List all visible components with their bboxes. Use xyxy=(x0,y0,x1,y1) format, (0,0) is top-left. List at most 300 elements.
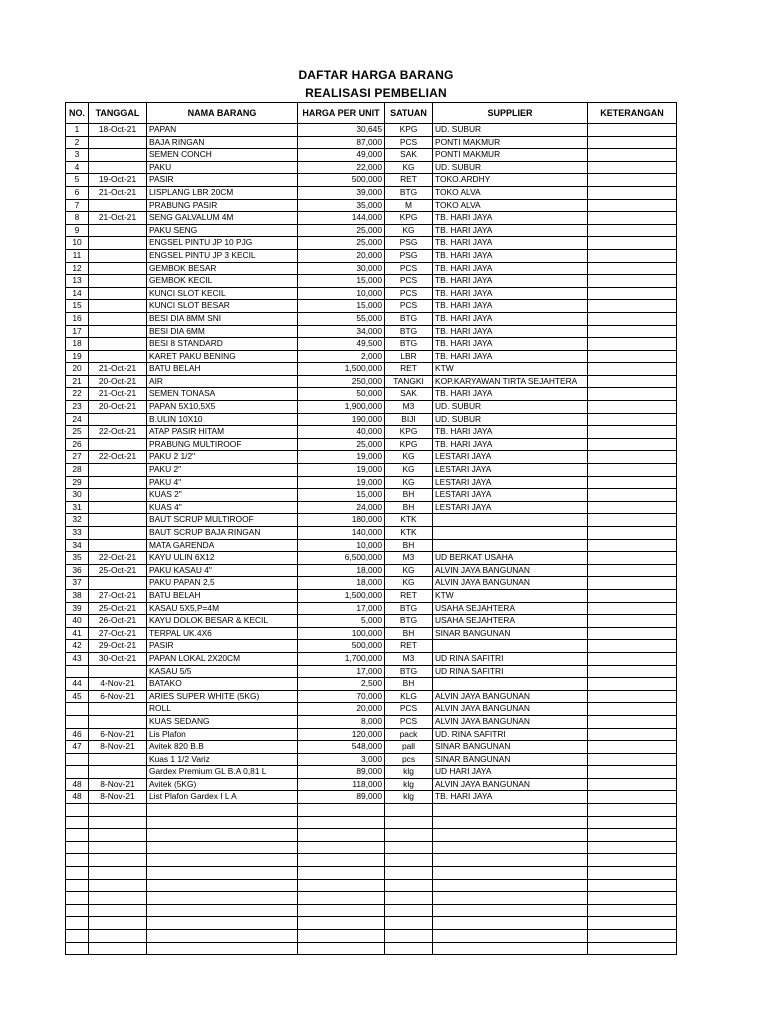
cell-satuan xyxy=(385,904,433,917)
cell-nama-barang: PAKU 4" xyxy=(147,476,298,489)
cell-tanggal xyxy=(89,841,147,854)
table-row xyxy=(66,338,677,351)
cell-nama-barang: SEMEN TONASA xyxy=(147,388,298,401)
cell-keterangan xyxy=(588,904,677,917)
cell-no: 2 xyxy=(66,136,89,149)
cell-harga: 1,900,000 xyxy=(298,401,385,414)
table-row xyxy=(66,791,677,804)
cell-satuan xyxy=(385,879,433,892)
cell-no: 3 xyxy=(66,149,89,162)
cell-no: 44 xyxy=(66,678,89,691)
cell-satuan: klg xyxy=(385,766,433,779)
cell-supplier: UD RINA SAFITRI xyxy=(433,652,588,665)
cell-supplier xyxy=(433,854,588,867)
cell-tanggal xyxy=(89,476,147,489)
cell-nama-barang: PRABUNG PASIR xyxy=(147,199,298,212)
cell-keterangan xyxy=(588,275,677,288)
cell-no: 42 xyxy=(66,640,89,653)
cell-nama-barang xyxy=(147,892,298,905)
cell-tanggal: 21-Oct-21 xyxy=(89,388,147,401)
cell-tanggal: 22-Oct-21 xyxy=(89,426,147,439)
cell-harga: 15,000 xyxy=(298,300,385,313)
cell-supplier: TB. HARI JAYA xyxy=(433,325,588,338)
cell-harga xyxy=(298,841,385,854)
cell-tanggal xyxy=(89,136,147,149)
cell-no: 15 xyxy=(66,300,89,313)
cell-keterangan xyxy=(588,237,677,250)
cell-nama-barang: Avitek 820 B.B xyxy=(147,741,298,754)
cell-supplier: KTW xyxy=(433,589,588,602)
cell-nama-barang: PAKU KASAU 4" xyxy=(147,564,298,577)
cell-harga: 548,000 xyxy=(298,741,385,754)
page-title: DAFTAR HARGA BARANG xyxy=(298,68,454,82)
table-row xyxy=(66,715,677,728)
cell-harga xyxy=(298,867,385,880)
cell-nama-barang: ENGSEL PINTU JP 3 KECIL xyxy=(147,249,298,262)
cell-harga xyxy=(298,942,385,955)
table-row xyxy=(66,375,677,388)
cell-tanggal xyxy=(89,275,147,288)
cell-satuan: BTG xyxy=(385,615,433,628)
cell-keterangan xyxy=(588,829,677,842)
cell-harga: 30,000 xyxy=(298,262,385,275)
cell-tanggal xyxy=(89,854,147,867)
cell-satuan: PCS xyxy=(385,262,433,275)
cell-satuan: PCS xyxy=(385,275,433,288)
cell-no: 16 xyxy=(66,312,89,325)
cell-tanggal xyxy=(89,930,147,943)
cell-satuan: klg xyxy=(385,778,433,791)
cell-harga: 17,000 xyxy=(298,602,385,615)
cell-no xyxy=(66,753,89,766)
table-row xyxy=(66,527,677,540)
cell-tanggal xyxy=(89,438,147,451)
table-row xyxy=(66,627,677,640)
cell-harga xyxy=(298,816,385,829)
table-row xyxy=(66,489,677,502)
cell-keterangan xyxy=(588,942,677,955)
cell-harga: 1,700,000 xyxy=(298,652,385,665)
cell-nama-barang: BATU BELAH xyxy=(147,589,298,602)
cell-no: 18 xyxy=(66,338,89,351)
cell-harga: 34,000 xyxy=(298,325,385,338)
cell-supplier: UD HARI JAYA xyxy=(433,766,588,779)
cell-harga: 500,000 xyxy=(298,640,385,653)
cell-tanggal xyxy=(89,539,147,552)
cell-satuan: M3 xyxy=(385,552,433,565)
cell-harga: 87,000 xyxy=(298,136,385,149)
cell-supplier: TB. HARI JAYA xyxy=(433,237,588,250)
cell-keterangan xyxy=(588,867,677,880)
table-row xyxy=(66,879,677,892)
cell-keterangan xyxy=(588,350,677,363)
cell-tanggal xyxy=(89,904,147,917)
cell-nama-barang: KASAU 5/5 xyxy=(147,665,298,678)
table-row xyxy=(66,589,677,602)
cell-supplier: KOP.KARYAWAN TIRTA SEJAHTERA xyxy=(433,375,588,388)
cell-harga: 120,000 xyxy=(298,728,385,741)
cell-no: 34 xyxy=(66,539,89,552)
cell-tanggal xyxy=(89,262,147,275)
cell-tanggal xyxy=(89,829,147,842)
cell-satuan xyxy=(385,804,433,817)
cell-supplier: SINAR BANGUNAN xyxy=(433,741,588,754)
cell-harga: 1,500,000 xyxy=(298,589,385,602)
cell-keterangan xyxy=(588,338,677,351)
cell-tanggal xyxy=(89,287,147,300)
cell-tanggal: 20-Oct-21 xyxy=(89,375,147,388)
cell-harga: 18,000 xyxy=(298,564,385,577)
cell-satuan: M3 xyxy=(385,401,433,414)
cell-satuan: pall xyxy=(385,741,433,754)
cell-tanggal xyxy=(89,300,147,313)
cell-harga: 89,000 xyxy=(298,791,385,804)
cell-supplier: ALVIN JAYA BANGUNAN xyxy=(433,715,588,728)
cell-supplier: UD. RINA SAFITRI xyxy=(433,728,588,741)
cell-satuan: PSG xyxy=(385,237,433,250)
cell-tanggal: 21-Oct-21 xyxy=(89,363,147,376)
cell-harga: 50,000 xyxy=(298,388,385,401)
cell-supplier: TB. HARI JAYA xyxy=(433,262,588,275)
cell-satuan: PSG xyxy=(385,249,433,262)
cell-satuan: pcs xyxy=(385,753,433,766)
cell-keterangan xyxy=(588,388,677,401)
cell-satuan: BTG xyxy=(385,338,433,351)
cell-supplier: UD. SUBUR xyxy=(433,161,588,174)
cell-no: 26 xyxy=(66,438,89,451)
cell-nama-barang: KASAU 5X5,P=4M xyxy=(147,602,298,615)
cell-nama-barang: PASIR xyxy=(147,640,298,653)
cell-tanggal: 21-Oct-21 xyxy=(89,212,147,225)
cell-no: 28 xyxy=(66,464,89,477)
cell-satuan xyxy=(385,942,433,955)
cell-tanggal xyxy=(89,804,147,817)
cell-no: 37 xyxy=(66,577,89,590)
cell-no: 20 xyxy=(66,363,89,376)
cell-keterangan xyxy=(588,489,677,502)
cell-tanggal: 26-Oct-21 xyxy=(89,615,147,628)
cell-satuan xyxy=(385,854,433,867)
cell-supplier: PONTI MAKMUR xyxy=(433,149,588,162)
table-row xyxy=(66,224,677,237)
cell-no: 7 xyxy=(66,199,89,212)
cell-harga: 49,000 xyxy=(298,149,385,162)
table-row xyxy=(66,728,677,741)
cell-supplier: ALVIN JAYA BANGUNAN xyxy=(433,577,588,590)
cell-keterangan xyxy=(588,816,677,829)
cell-satuan: PCS xyxy=(385,300,433,313)
cell-supplier xyxy=(433,640,588,653)
cell-tanggal xyxy=(89,489,147,502)
cell-satuan: BTG xyxy=(385,312,433,325)
cell-keterangan xyxy=(588,212,677,225)
cell-harga: 70,000 xyxy=(298,690,385,703)
table-row xyxy=(66,564,677,577)
cell-no xyxy=(66,854,89,867)
table-row xyxy=(66,892,677,905)
cell-tanggal: 18-Oct-21 xyxy=(89,124,147,137)
page-subtitle: REALISASI PEMBELIAN xyxy=(305,86,447,100)
cell-nama-barang xyxy=(147,816,298,829)
cell-nama-barang: BAUT SCRUP MULTIROOF xyxy=(147,514,298,527)
table-row xyxy=(66,262,677,275)
cell-no xyxy=(66,804,89,817)
cell-harga: 1,500,000 xyxy=(298,363,385,376)
cell-satuan xyxy=(385,867,433,880)
cell-nama-barang: KUAS 4" xyxy=(147,501,298,514)
cell-no: 1 xyxy=(66,124,89,137)
cell-harga xyxy=(298,854,385,867)
table-row xyxy=(66,476,677,489)
cell-supplier xyxy=(433,804,588,817)
table-row xyxy=(66,640,677,653)
cell-keterangan xyxy=(588,300,677,313)
cell-satuan: KTK xyxy=(385,514,433,527)
table-row xyxy=(66,149,677,162)
cell-no: 48 xyxy=(66,778,89,791)
cell-satuan: PCS xyxy=(385,703,433,716)
cell-supplier: TOKO ALVA xyxy=(433,186,588,199)
cell-tanggal xyxy=(89,312,147,325)
cell-keterangan xyxy=(588,325,677,338)
table-row xyxy=(66,275,677,288)
cell-supplier: LESTARI JAYA xyxy=(433,501,588,514)
cell-nama-barang: BATU BELAH xyxy=(147,363,298,376)
cell-keterangan xyxy=(588,262,677,275)
cell-supplier xyxy=(433,942,588,955)
cell-nama-barang xyxy=(147,854,298,867)
cell-no: 30 xyxy=(66,489,89,502)
cell-satuan: KLG xyxy=(385,690,433,703)
cell-no: 13 xyxy=(66,275,89,288)
cell-supplier xyxy=(433,829,588,842)
cell-no: 35 xyxy=(66,552,89,565)
cell-supplier: SINAR BANGUNAN xyxy=(433,753,588,766)
cell-tanggal: 22-Oct-21 xyxy=(89,451,147,464)
cell-satuan xyxy=(385,917,433,930)
cell-no: 27 xyxy=(66,451,89,464)
table-row xyxy=(66,124,677,137)
cell-keterangan xyxy=(588,426,677,439)
cell-nama-barang: PAKU 2 1/2" xyxy=(147,451,298,464)
cell-satuan xyxy=(385,829,433,842)
cell-no: 5 xyxy=(66,174,89,187)
cell-tanggal: 6-Nov-21 xyxy=(89,690,147,703)
table-row xyxy=(66,741,677,754)
cell-harga xyxy=(298,904,385,917)
cell-keterangan xyxy=(588,892,677,905)
table-row xyxy=(66,136,677,149)
cell-tanggal xyxy=(89,665,147,678)
table-row xyxy=(66,426,677,439)
cell-tanggal xyxy=(89,224,147,237)
cell-keterangan xyxy=(588,539,677,552)
cell-satuan xyxy=(385,816,433,829)
cell-nama-barang: BESI 8 STANDARD xyxy=(147,338,298,351)
cell-satuan: LBR xyxy=(385,350,433,363)
cell-harga: 89,000 xyxy=(298,766,385,779)
cell-harga: 2,000 xyxy=(298,350,385,363)
cell-supplier: TB. HARI JAYA xyxy=(433,224,588,237)
cell-supplier: UD. SUBUR xyxy=(433,124,588,137)
table-row xyxy=(66,237,677,250)
cell-supplier xyxy=(433,527,588,540)
cell-keterangan xyxy=(588,514,677,527)
cell-harga: 49,500 xyxy=(298,338,385,351)
table-row xyxy=(66,930,677,943)
cell-harga xyxy=(298,917,385,930)
cell-keterangan xyxy=(588,640,677,653)
cell-keterangan xyxy=(588,879,677,892)
header-harga-per-unit: HARGA PER UNIT xyxy=(298,103,385,124)
cell-keterangan xyxy=(588,312,677,325)
cell-tanggal xyxy=(89,577,147,590)
cell-no: 46 xyxy=(66,728,89,741)
cell-tanggal: 21-Oct-21 xyxy=(89,186,147,199)
cell-harga: 250,000 xyxy=(298,375,385,388)
cell-satuan: BH xyxy=(385,627,433,640)
cell-satuan: RET xyxy=(385,640,433,653)
cell-tanggal xyxy=(89,715,147,728)
cell-satuan: RET xyxy=(385,363,433,376)
cell-harga: 40,000 xyxy=(298,426,385,439)
table-row xyxy=(66,350,677,363)
table-row xyxy=(66,577,677,590)
cell-nama-barang: ENGSEL PINTU JP 10 PJG xyxy=(147,237,298,250)
cell-nama-barang: KUNCI SLOT KECIL xyxy=(147,287,298,300)
cell-nama-barang: PAPAN 5X10,5X5 xyxy=(147,401,298,414)
table-row xyxy=(66,287,677,300)
cell-nama-barang xyxy=(147,804,298,817)
cell-supplier xyxy=(433,904,588,917)
cell-satuan xyxy=(385,930,433,943)
cell-no: 21 xyxy=(66,375,89,388)
cell-no xyxy=(66,942,89,955)
cell-keterangan xyxy=(588,627,677,640)
cell-supplier xyxy=(433,930,588,943)
cell-harga: 17,000 xyxy=(298,665,385,678)
cell-harga: 19,000 xyxy=(298,451,385,464)
cell-tanggal xyxy=(89,867,147,880)
cell-keterangan xyxy=(588,161,677,174)
cell-tanggal: 27-Oct-21 xyxy=(89,589,147,602)
cell-keterangan xyxy=(588,199,677,212)
cell-satuan: BH xyxy=(385,501,433,514)
cell-harga: 39,000 xyxy=(298,186,385,199)
cell-satuan: PCS xyxy=(385,715,433,728)
cell-tanggal xyxy=(89,161,147,174)
table-row xyxy=(66,464,677,477)
cell-tanggal: 29-Oct-21 xyxy=(89,640,147,653)
cell-harga: 5,000 xyxy=(298,615,385,628)
cell-keterangan xyxy=(588,703,677,716)
cell-satuan: klg xyxy=(385,791,433,804)
table-row xyxy=(66,804,677,817)
cell-tanggal xyxy=(89,766,147,779)
cell-tanggal xyxy=(89,501,147,514)
cell-nama-barang: KARET PAKU BENING xyxy=(147,350,298,363)
cell-satuan: BIJI xyxy=(385,413,433,426)
header-keterangan: KETERANGAN xyxy=(588,103,677,124)
cell-nama-barang: PAKU xyxy=(147,161,298,174)
cell-keterangan xyxy=(588,577,677,590)
cell-harga: 10,000 xyxy=(298,287,385,300)
cell-harga: 118,000 xyxy=(298,778,385,791)
cell-nama-barang: PASIR xyxy=(147,174,298,187)
cell-keterangan xyxy=(588,778,677,791)
cell-no xyxy=(66,715,89,728)
cell-harga: 19,000 xyxy=(298,464,385,477)
header-nama-barang: NAMA BARANG xyxy=(147,103,298,124)
cell-no xyxy=(66,703,89,716)
cell-tanggal: 30-Oct-21 xyxy=(89,652,147,665)
cell-nama-barang: KUNCI SLOT BESAR xyxy=(147,300,298,313)
cell-keterangan xyxy=(588,413,677,426)
cell-supplier: UD RINA SAFITRI xyxy=(433,665,588,678)
cell-nama-barang: List Plafon Gardex I L A xyxy=(147,791,298,804)
cell-tanggal: 27-Oct-21 xyxy=(89,627,147,640)
cell-supplier: TOKO ALVA xyxy=(433,199,588,212)
cell-supplier xyxy=(433,879,588,892)
cell-keterangan xyxy=(588,249,677,262)
cell-keterangan xyxy=(588,791,677,804)
cell-supplier: UD. SUBUR xyxy=(433,413,588,426)
cell-keterangan xyxy=(588,438,677,451)
cell-satuan: BH xyxy=(385,489,433,502)
cell-tanggal xyxy=(89,338,147,351)
cell-harga: 500,000 xyxy=(298,174,385,187)
table-row xyxy=(66,438,677,451)
cell-supplier: ALVIN JAYA BANGUNAN xyxy=(433,564,588,577)
header-supplier: SUPPLIER xyxy=(433,103,588,124)
cell-satuan: SAK xyxy=(385,388,433,401)
cell-harga xyxy=(298,829,385,842)
cell-satuan: SAK xyxy=(385,149,433,162)
cell-supplier xyxy=(433,816,588,829)
cell-nama-barang: LISPLANG LBR 20CM xyxy=(147,186,298,199)
cell-keterangan xyxy=(588,124,677,137)
cell-tanggal xyxy=(89,514,147,527)
cell-no: 39 xyxy=(66,602,89,615)
cell-harga: 15,000 xyxy=(298,489,385,502)
cell-nama-barang: KUAS SEDANG xyxy=(147,715,298,728)
cell-no: 45 xyxy=(66,690,89,703)
cell-satuan xyxy=(385,841,433,854)
cell-nama-barang xyxy=(147,942,298,955)
cell-harga: 6,500,000 xyxy=(298,552,385,565)
table-row xyxy=(66,514,677,527)
cell-supplier xyxy=(433,841,588,854)
cell-keterangan xyxy=(588,186,677,199)
table-header-row xyxy=(66,103,677,124)
table-row xyxy=(66,615,677,628)
cell-tanggal xyxy=(89,350,147,363)
cell-nama-barang xyxy=(147,829,298,842)
cell-nama-barang: PRABUNG MULTIROOF xyxy=(147,438,298,451)
header-no: NO. xyxy=(66,103,89,124)
cell-no: 36 xyxy=(66,564,89,577)
cell-no xyxy=(66,867,89,880)
cell-keterangan xyxy=(588,715,677,728)
cell-nama-barang: MATA GARENDA xyxy=(147,539,298,552)
cell-supplier: LESTARI JAYA xyxy=(433,451,588,464)
cell-satuan: KPG xyxy=(385,438,433,451)
cell-no: 9 xyxy=(66,224,89,237)
table-body xyxy=(66,124,677,955)
cell-harga: 25,000 xyxy=(298,224,385,237)
cell-satuan: BTG xyxy=(385,602,433,615)
cell-supplier: LESTARI JAYA xyxy=(433,489,588,502)
